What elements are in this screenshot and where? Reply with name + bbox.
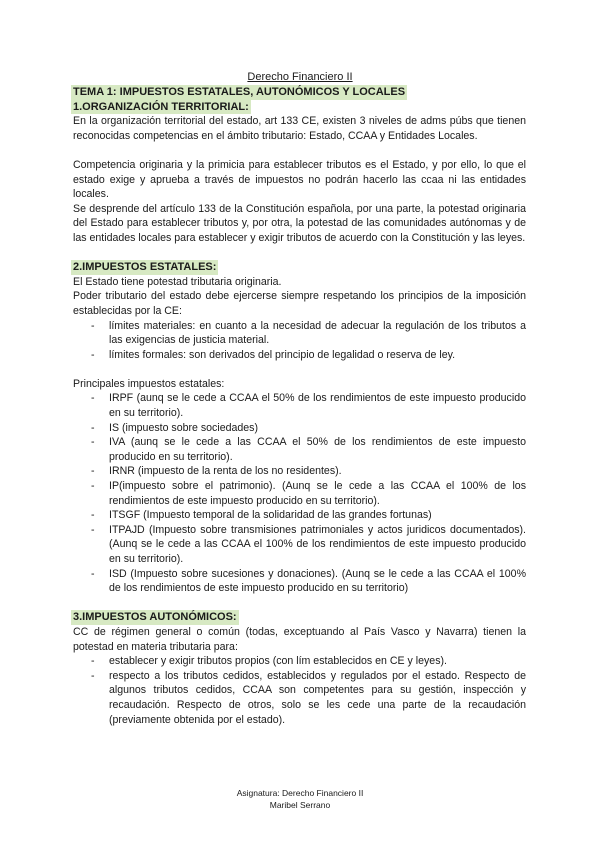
paragraph: Principales impuestos estatales: [73, 377, 225, 390]
list-item: - ISD (Impuesto sobre sucesiones y donaciones). (Aunq se le cede a las CCAA el 100% de los rendimientos de este impuesto producido en su territorio) [73, 567, 526, 596]
paragraph: Se desprende del artículo 133 de la Constitución española, por una parte, la potestad originaria del Estado para establecer tributos y, por otra, la potestad de las comunidades autónomas y de las entidades locales para establecer y exigir tributos de acuerdo con la Constitución y las leyes. [73, 202, 526, 244]
document-footer [0, 787, 600, 811]
paragraph: El Estado tiene potestad tributaria originaria. [73, 275, 282, 288]
list-item: - límites materiales: en cuanto a la necesidad de adecuar la regulación de los tributos a las exigencias de justicia material. [73, 319, 526, 348]
footer-subject: Asignatura: Derecho Financiero II [236, 788, 364, 798]
paragraph: CC de régimen general o común (todas, exceptuando al País Vasco y Navarra) tienen la potestad en materia tributaria para: [73, 625, 526, 653]
document-header-title: Derecho Financiero II [247, 71, 353, 83]
section-heading-3: 3.IMPUESTOS AUTONÓMICOS: [73, 611, 237, 624]
list-item: - establecer y exigir tributos propios (con lím establecidos en CE y leyes). [73, 654, 526, 669]
list-item: - IS (impuesto sobre sociedades) [73, 421, 526, 436]
limits-list [73, 319, 526, 363]
paragraph: Competencia originaria y la primicia para establecer tributos es el Estado, y por ello, lo que el estado exige y aprueba a través de impuestos no podrán hacerlo las ccaa ni las entidades locales. [73, 158, 526, 201]
list-item: - ITSGF (Impuesto temporal de la solidaridad de las grandes fortunas) [73, 508, 526, 523]
section-heading-2: 2.IMPUESTOS ESTATALES: [73, 261, 217, 274]
footer-author: Maribel Serrano [269, 800, 331, 810]
list-item: - IRNR (impuesto de la renta de los no residentes). [73, 464, 526, 479]
state-taxes-list [73, 391, 526, 595]
section-heading-1: 1.ORGANIZACIÓN TERRITORIAL: [73, 100, 249, 113]
list-item: - límites formales: son derivados del principio de legalidad o reserva de ley. [73, 348, 526, 363]
list-item: - IRPF (aunq se le cede a CCAA el 50% de los rendimientos de este impuesto producido en su territorio). [73, 391, 526, 420]
document-body [73, 85, 526, 727]
list-item: - IVA (aunq se le cede a las CCAA el 50% de los rendimientos de este impuesto producido en su territorio). [73, 435, 526, 464]
paragraph: Poder tributario del estado debe ejercerse siempre respetando los principios de la imposición establecidas por la CE: [73, 290, 526, 317]
paragraph: En la organización territorial del estado, art 133 CE, existen 3 niveles de adms púbs que tienen reconocidas competencias en el ámbito tributario: Estado, CCAA y Entidades Locales. [73, 115, 526, 142]
list-item: - IP(impuesto sobre el patrimonio). (Aunq se le cede a las CCAA el 100% de los rendimientos de este impuesto producido en su territorio). [73, 479, 526, 508]
regional-powers-list [73, 654, 526, 727]
list-item: - respecto a los tributos cedidos, establecidos y regulados por el estado. Respecto de algunos tributos cedidos, CCAA son competentes para su gestión, inspección y recaudación. Respecto de otros, solo se les cede una parte de la recaudación (previamente obtenida por el estado). [73, 669, 526, 727]
topic-title: TEMA 1: IMPUESTOS ESTATALES, AUTONÓMICOS Y LOCALES [73, 86, 406, 98]
list-item: - ITPAJD (Impuesto sobre transmisiones patrimoniales y actos juridicos documentados). (Aunq se le cede a las CCAA el 100% de los rendimientos de este impuesto producido en su territorio). [73, 523, 526, 567]
